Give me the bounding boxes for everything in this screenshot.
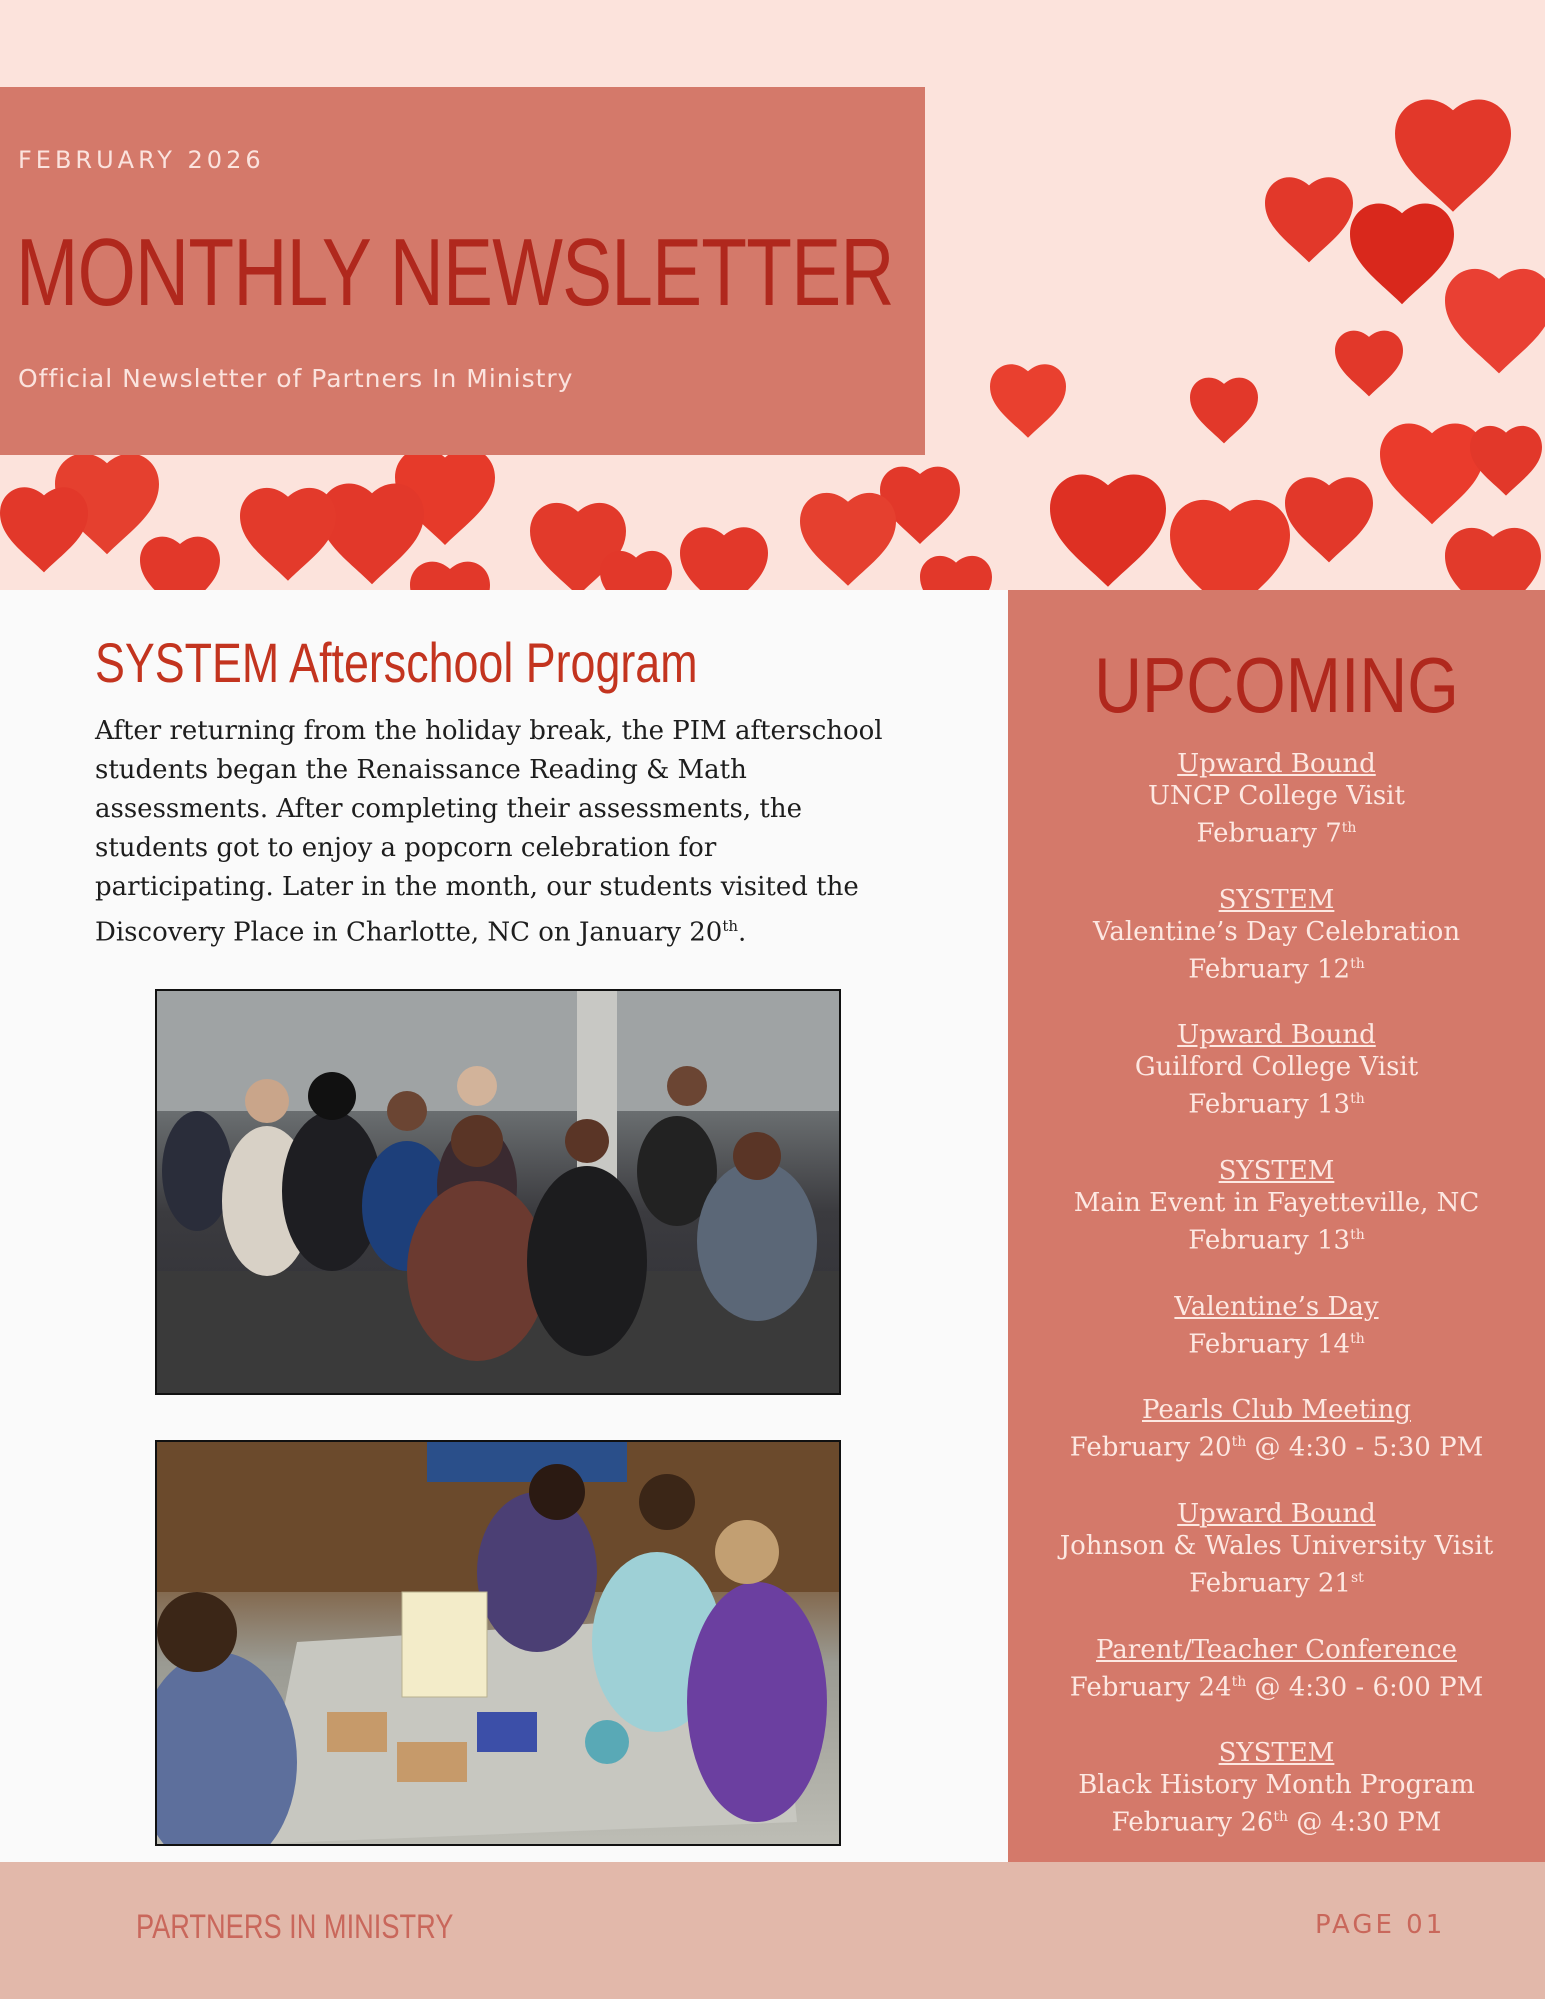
event-date: February 24th @ 4:30 - 6:00 PM	[1069, 1672, 1484, 1703]
issue-date: FEBRUARY 2026	[18, 146, 265, 174]
event-detail: Valentine’s Day Celebration	[1092, 916, 1461, 947]
heart-icon	[1445, 528, 1541, 590]
heart-icon	[0, 487, 88, 572]
article-body-text: After returning from the holiday break, the PIM afterschool students began the Renaissance Reading & Math assessments. After completing their assessments, the students got to enjoy a popcorn celebration for participating. Later in the month, our students visited the Discovery Place in Charlotte, NC on January 20	[95, 716, 883, 948]
heart-icon	[1470, 426, 1542, 496]
event-name: SYSTEM	[1218, 1155, 1335, 1186]
heart-icon	[240, 488, 336, 581]
event-date: February 26th @ 4:30 PM	[1111, 1807, 1442, 1838]
heart-icon	[990, 364, 1066, 438]
heart-icon	[1050, 475, 1166, 587]
event-name: SYSTEM	[1218, 1738, 1335, 1769]
event-name: Upward Bound	[1177, 749, 1376, 779]
heart-icon	[1170, 500, 1290, 590]
article-heading: SYSTEM Afterschool Program	[95, 631, 698, 694]
event-date: February 21st	[1189, 1568, 1364, 1599]
article-body-sup: th	[722, 917, 739, 935]
event-name: Upward Bound	[1177, 1020, 1376, 1051]
event-date: February 7th	[1196, 818, 1357, 849]
heart-icon	[600, 551, 672, 590]
heart-icon	[1380, 424, 1484, 525]
group-photo	[155, 989, 841, 1395]
heart-icon	[1350, 204, 1454, 305]
event-date: February 12th	[1188, 954, 1365, 985]
event-item	[1008, 884, 1545, 986]
event-item	[1008, 1737, 1545, 1839]
event-name: Parent/Teacher Conference	[1095, 1634, 1457, 1665]
event-date: February 13th	[1188, 1225, 1365, 1256]
event-item	[1008, 1019, 1545, 1121]
event-item	[1008, 1634, 1545, 1704]
event-detail: Main Event in Fayetteville, NC	[1073, 1187, 1480, 1218]
newsletter-tagline: Official Newsletter of Partners In Ministry	[18, 364, 574, 393]
article-body	[95, 712, 885, 953]
event-date: February 13th	[1188, 1089, 1365, 1120]
heart-icon	[680, 527, 768, 590]
heart-icon	[1335, 331, 1403, 397]
heart-icon	[320, 484, 424, 585]
event-name: SYSTEM	[1218, 884, 1335, 915]
page-number: PAGE 01	[1315, 1910, 1446, 1940]
event-detail: Johnson & Wales University Visit	[1059, 1530, 1494, 1561]
heart-icon	[1265, 177, 1353, 262]
events-list	[1008, 748, 1545, 1873]
event-detail: Guilford College Visit	[1134, 1052, 1419, 1083]
upcoming-sidebar	[1008, 590, 1545, 1862]
event-date: February 20th @ 4:30 - 5:30 PM	[1069, 1432, 1484, 1463]
upcoming-title: UPCOMING	[1094, 641, 1459, 729]
article-body-end: .	[738, 917, 747, 948]
event-item	[1008, 1155, 1545, 1257]
heart-icon	[800, 493, 896, 586]
event-item	[1008, 1498, 1545, 1600]
heart-icon	[920, 556, 992, 590]
heart-icon	[1285, 477, 1373, 562]
footer-org-name: PARTNERS IN MINISTRY	[136, 1908, 454, 1946]
header-banner	[0, 0, 1545, 590]
footer	[0, 1862, 1545, 1999]
event-item	[1008, 748, 1545, 850]
newsletter-title: MONTHLY NEWSLETTER	[16, 219, 894, 326]
event-item	[1008, 1291, 1545, 1361]
event-name: Upward Bound	[1177, 1498, 1376, 1529]
heart-icon	[1395, 100, 1511, 212]
activity-photo	[155, 1440, 841, 1846]
event-date: February 14th	[1188, 1329, 1365, 1360]
event-name: Valentine’s Day	[1174, 1291, 1379, 1322]
heart-icon	[1445, 269, 1545, 374]
event-name: Pearls Club Meeting	[1142, 1395, 1411, 1426]
heart-icon	[140, 537, 220, 590]
event-detail: Black History Month Program	[1078, 1770, 1475, 1801]
heart-icon	[410, 562, 490, 590]
event-item	[1008, 1394, 1545, 1464]
article-column	[0, 590, 1008, 1862]
event-detail: UNCP College Visit	[1148, 781, 1405, 811]
heart-icon	[1190, 378, 1258, 444]
